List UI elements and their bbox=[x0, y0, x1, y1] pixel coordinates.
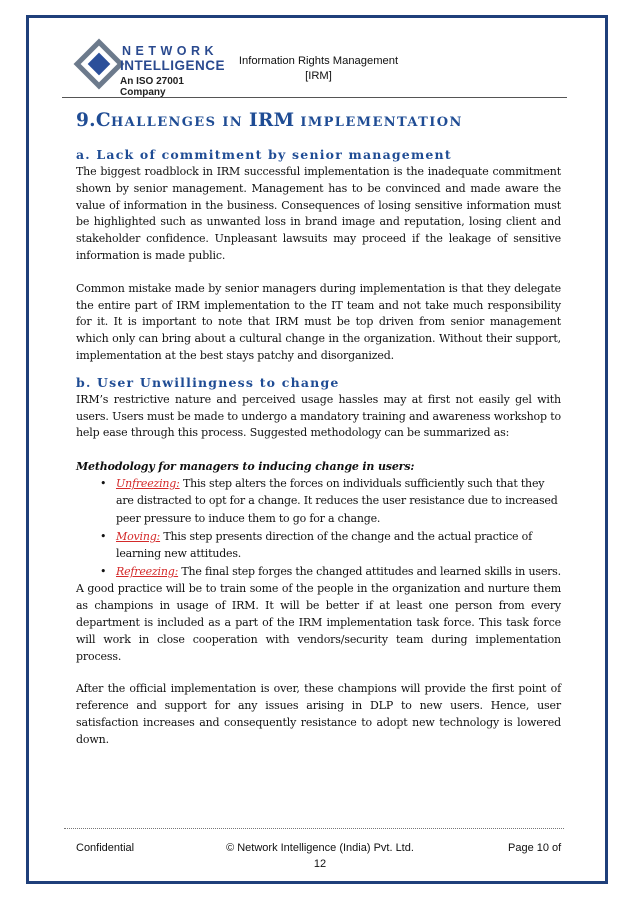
company-logo bbox=[76, 40, 226, 98]
subsection-a-heading: a. Lack of commitment by senior management bbox=[76, 147, 452, 162]
methodology-heading: Methodology for managers to inducing change in users: bbox=[76, 460, 415, 474]
subsection-b-paragraph-2: A good practice will be to train some of the people in the organization and nurture them as champions in usage of IRM. It will be better if at least one person from every department is included as a part of the IRM implementation task force. This task force will work in close cooperation with vendors/security team during implementation process. bbox=[76, 582, 561, 663]
logo-text-iso: An ISO 27001 Company bbox=[120, 76, 184, 98]
footer-copyright: © Network Intelligence (India) Pvt. Ltd. 12 bbox=[215, 840, 425, 872]
list-item: • Refreezing: The final step forges the changed attitudes and learned skills in users. bbox=[100, 565, 561, 579]
subsection-b-paragraph-1: IRM’s restrictive nature and perceived usage hassles may at first not easily gel with users. Users must be made to undergo a mandatory training and awareness workshop to help ease through this process. Suggested methodology can be summarized as: bbox=[76, 392, 561, 440]
subsection-b-heading: b. User Unwillingness to change bbox=[76, 374, 340, 390]
header-rule bbox=[62, 97, 567, 98]
term-refreezing: Refreezing: bbox=[116, 565, 179, 579]
header-title-line1: Information Rights Management bbox=[238, 55, 399, 67]
logo-diamond-icon bbox=[74, 39, 125, 90]
logo-text-network: NETWORK bbox=[122, 44, 219, 58]
header-title bbox=[236, 54, 401, 84]
footer-page-total: 12 bbox=[313, 858, 327, 870]
methodology-list bbox=[76, 475, 561, 580]
subsection-a-paragraph-2: Common mistake made by senior managers during implementation is that they delegate the entire part of IRM implementation to the IT team and not take much responsibility for it. It is important to note that IRM must be top driven from senior management which only can bring about a cultural change in the organization. Without their support, implementation at the best stays patchy and disorganized. bbox=[76, 281, 561, 362]
term-moving: Moving: bbox=[116, 529, 161, 543]
logo-text-intelligence: INTELLIGENCE bbox=[120, 58, 226, 73]
page-content bbox=[76, 110, 561, 749]
header-title-line2: [IRM] bbox=[305, 70, 332, 82]
list-item: • Unfreezing: This step alters the forces on individuals sufficiently such that they are distracted to opt for a change. It reduces the user resistance due to increased peer pressure to induce them to go for a change. bbox=[100, 477, 558, 525]
footer-rule bbox=[64, 828, 564, 829]
subsection-a-paragraph-1: The biggest roadblock in IRM successful implementation is the inadequate commitment shown by senior management. Management has to be convinced and made aware the value of information in the business. Consequences of losing sensitive information must be highlighted such as unwanted loss in brand image and reputation, losing client and stakeholder confidence. Unpleasant lawsuits may proceed if the leakage of sensitive information is made public. bbox=[76, 165, 561, 262]
section-heading: 9.CHALLENGES IN IRM IMPLEMENTATION bbox=[76, 110, 463, 131]
page-header bbox=[76, 40, 566, 98]
subsection-b-paragraph-3: After the official implementation is over, these champions will provide the first point of reference and support for any issues arising in DLP to new users. Hence, user satisfaction increases and consequently resistance to adopt new technology is lowered down. bbox=[76, 682, 561, 746]
footer-confidential: Confidential bbox=[76, 842, 135, 854]
footer-page-number: Page 10 of bbox=[508, 842, 562, 854]
list-item: • Moving: This step presents direction of the change and the actual practice of learning new attitudes. bbox=[100, 529, 532, 560]
term-unfreezing: Unfreezing: bbox=[116, 477, 180, 491]
